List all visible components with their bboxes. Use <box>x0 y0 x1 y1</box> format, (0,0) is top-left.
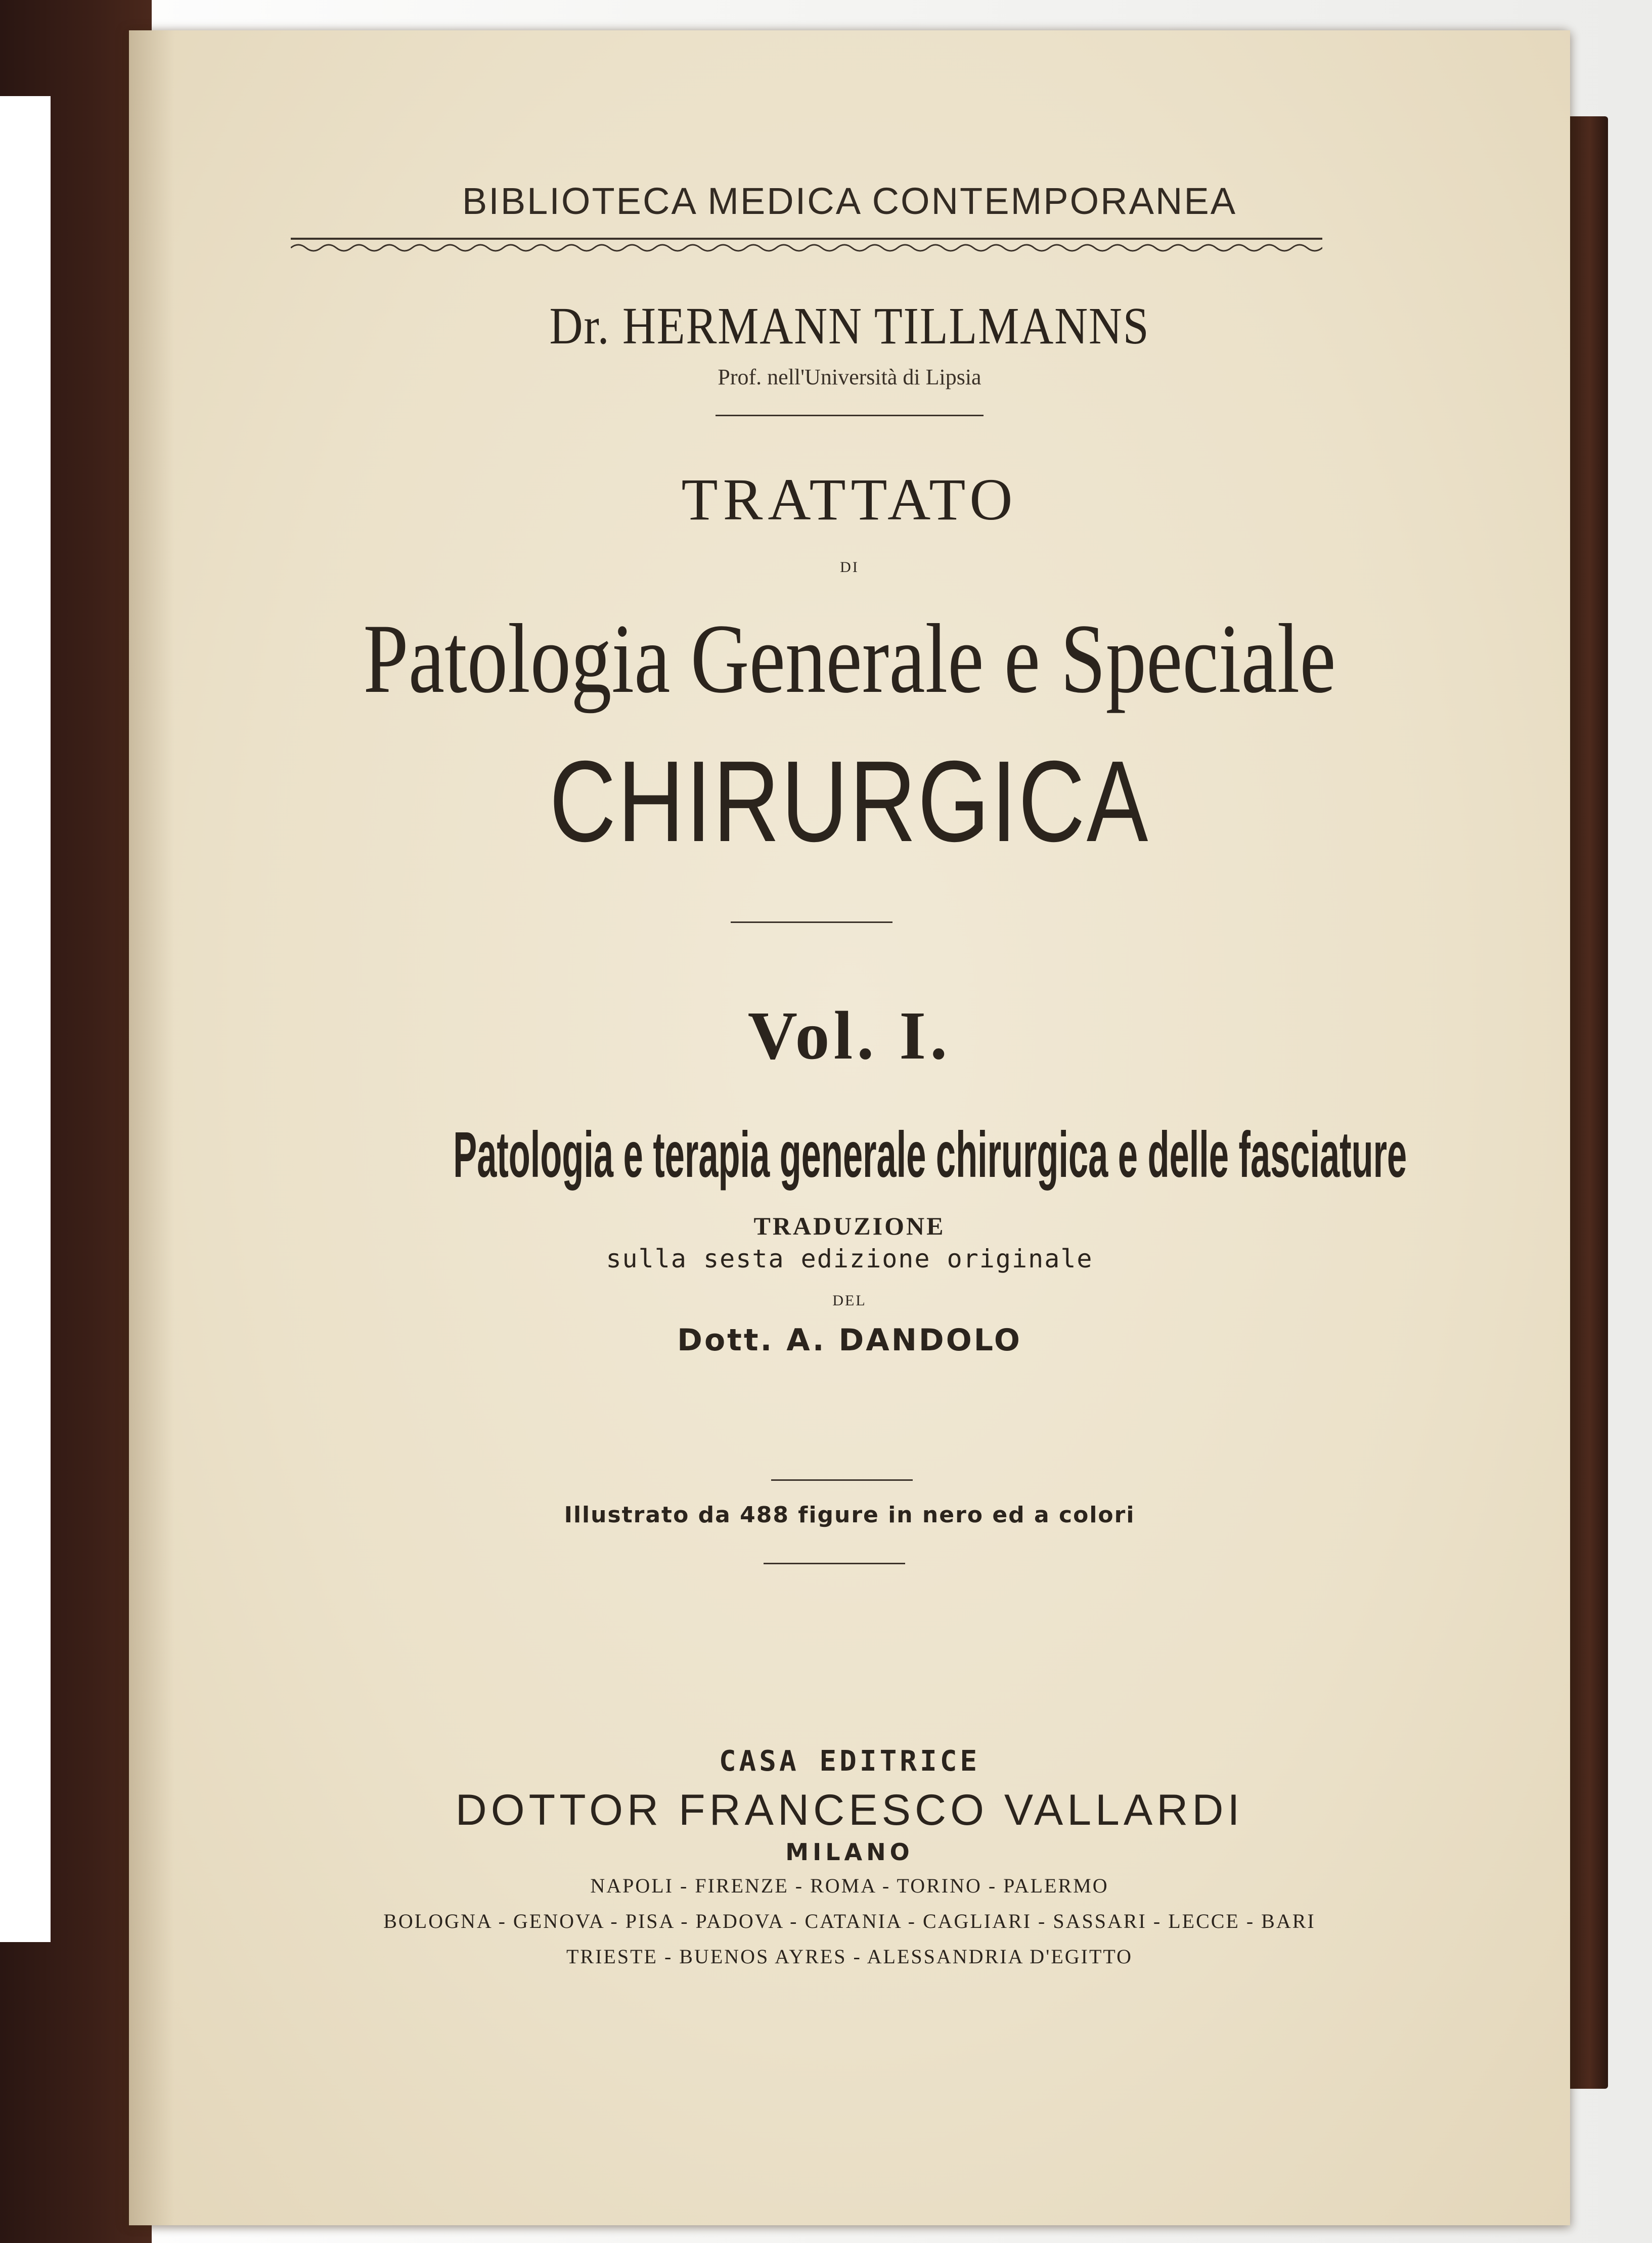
divider-rule-3 <box>771 1479 913 1481</box>
book-title-line-2: CHIRURGICA <box>549 737 1150 866</box>
divider-rule-2 <box>731 921 892 923</box>
publisher-name: DOTTOR FRANCESCO VALLARDI <box>455 1786 1244 1834</box>
branch-cities-line-2: BOLOGNA - GENOVA - PISA - PADOVA - CATANIA - CAGLIARI - SASSARI - LECCE - BARI <box>383 1910 1316 1932</box>
publisher-label: CASA EDITRICE <box>719 1745 980 1778</box>
edition-note: sulla sesta edizione originale <box>606 1244 1093 1273</box>
author-affiliation: Prof. nell'Università di Lipsia <box>718 365 981 389</box>
author-name: Dr. HERMANN TILLMANNS <box>549 297 1150 355</box>
connector-di: DI <box>840 559 859 576</box>
treatise-heading: TRATTATO <box>681 466 1018 533</box>
ornamental-rule <box>291 233 1322 263</box>
volume-subtitle: Patologia e terapia generale chirurgica e delle fasciature <box>453 1119 1407 1191</box>
illustrations-note: Illustrato da 488 figure in nero ed a colori <box>564 1502 1135 1528</box>
branch-cities-line-3: TRIESTE - BUENOS AYRES - ALESSANDRIA D'EGITTO <box>566 1945 1133 1968</box>
volume-number: Vol. I. <box>747 998 952 1074</box>
connector-del: DEL <box>832 1292 867 1309</box>
divider-rule-4 <box>764 1563 905 1564</box>
series-title: BIBLIOTECA MEDICA CONTEMPORANEA <box>462 180 1237 222</box>
flyleaf-edge <box>0 96 51 1942</box>
book-title-line-1: Patologia Generale e Speciale <box>363 604 1336 714</box>
title-page <box>129 30 1570 2225</box>
translator-name: Dott. A. DANDOLO <box>677 1323 1022 1358</box>
publisher-city: MILANO <box>785 1838 914 1866</box>
branch-cities-line-1: NAPOLI - FIRENZE - ROMA - TORINO - PALERMO <box>590 1874 1109 1897</box>
divider-rule-1 <box>716 415 984 416</box>
translation-label: TRADUZIONE <box>753 1212 946 1240</box>
